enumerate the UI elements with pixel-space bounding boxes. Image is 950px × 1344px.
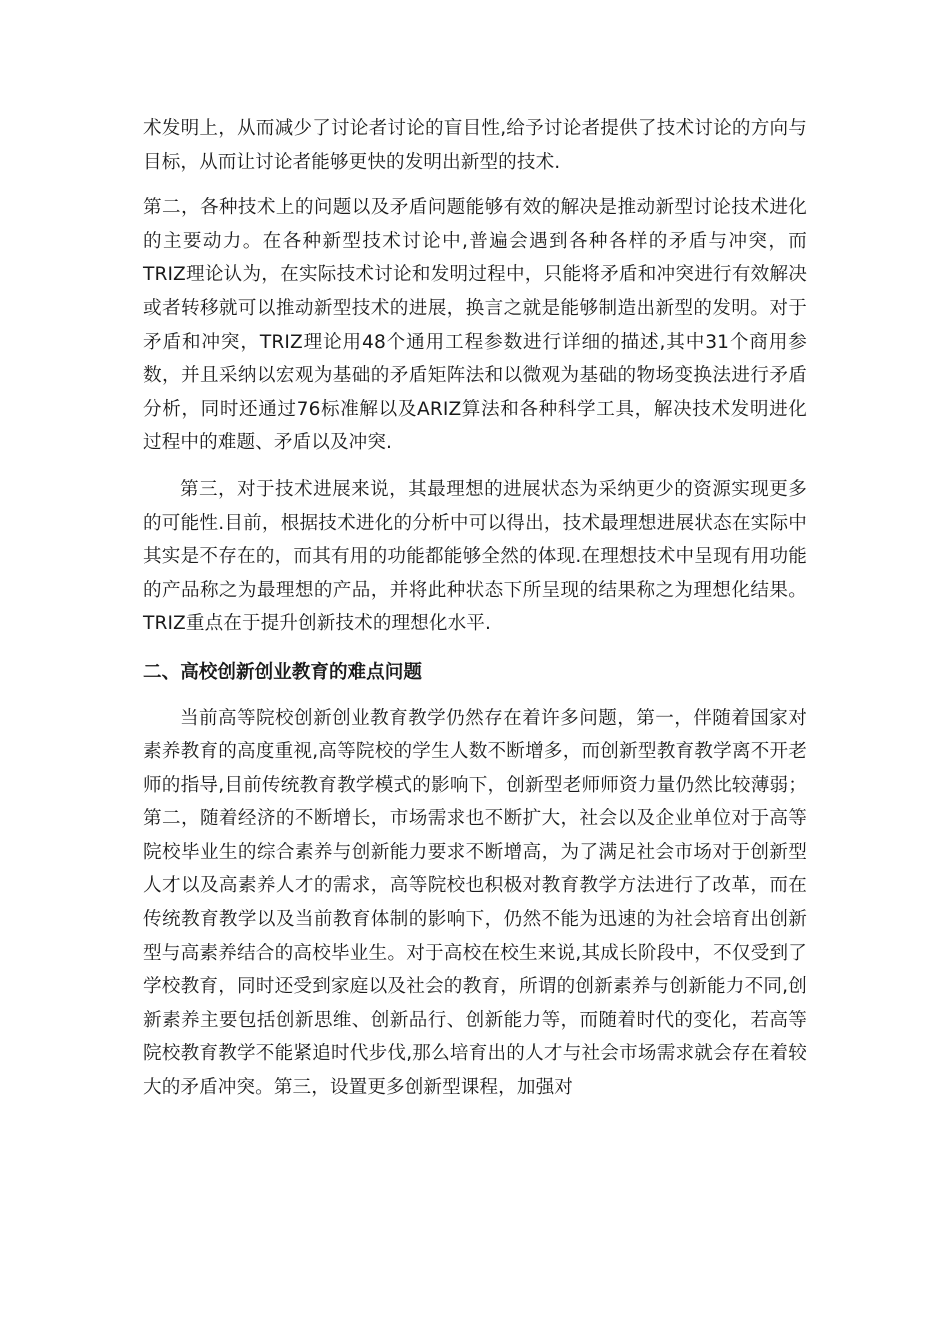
paragraph-difficulties: 当前高等院校创新创业教育教学仍然存在着许多问题，第一，伴随着国家对素养教育的高度重视,高等院校的学生人数不断增多，而创新型教育教学离不开老师的指导,目前传统教育教学模式的影响下，创新型老师师资力量仍然比较薄弱；第二，随着经济的不断增长，市场需求也不断扩大，社会以及企业单位对于高等院校毕业生的综合素养与创新能力要求不断增高，为了满足社会市场对于创新型人才以及高素养人才的需求，高等院校也积极对教育教学方法进行了改革，而在传统教育教学以及当前教育体制的影响下，仍然不能为迅速的为社会培育出创新型与高素养结合的高校毕业生。对于高校在校生来说,其成长阶段中，不仅受到了学校教育，同时还受到家庭以及社会的教育，所谓的创新素养与创新能力不同,创新素养主要包括创新思维、创新品行、创新能力等，而随着时代的变化，若高等院校教育教学不能紧追时代步伐,那么培育出的人才与社会市场需求就会存在着较大的矛盾冲突。第三，设置更多创新型课程，加强对 xyxy=(143,707,807,1099)
paragraph-third-point: 第三，对于技术进展来说，其最理想的进展状态为采纳更少的资源实现更多的可能性.目前，根据技术进化的分析中可以得出，技术最理想进展状态在实际中其实是不存在的，而其有用的功能都能够全然的体现.在理想技术中呈现有用功能的产品称之为最理想的产品，并将此种状态下所呈现的结果称之为理想化结果。TRIZ重点在于提升创新技术的理想化水平. xyxy=(143,478,807,635)
document-page xyxy=(143,112,807,1105)
paragraph-continuation: 术发明上，从而减少了讨论者讨论的盲目性,给予讨论者提供了技术讨论的方向与目标，从而让讨论者能够更快的发明出新型的技术. xyxy=(143,118,807,173)
paragraph-second-point: 第二，各种技术上的问题以及矛盾问题能够有效的解决是推动新型讨论技术进化的主要动力。在各种新型技术讨论中,普遍会遇到各种各样的矛盾与冲突，而TRIZ理论认为，在实际技术讨论和发明过程中，只能将矛盾和冲突进行有效解决或者转移就可以推动新型技术的进展，换言之就是能够制造出新型的发明。对于矛盾和冲突，TRIZ理论用48个通用工程参数进行详细的描述,其中31个商用参数，并且采纳以宏观为基础的矛盾矩阵法和以微观为基础的物场变换法进行矛盾分析，同时还通过76标准解以及ARIZ算法和各种科学工具，解决技术发明进化过程中的难题、矛盾以及冲突. xyxy=(143,197,807,454)
section-heading: 二、高校创新创业教育的难点问题 xyxy=(143,661,422,683)
